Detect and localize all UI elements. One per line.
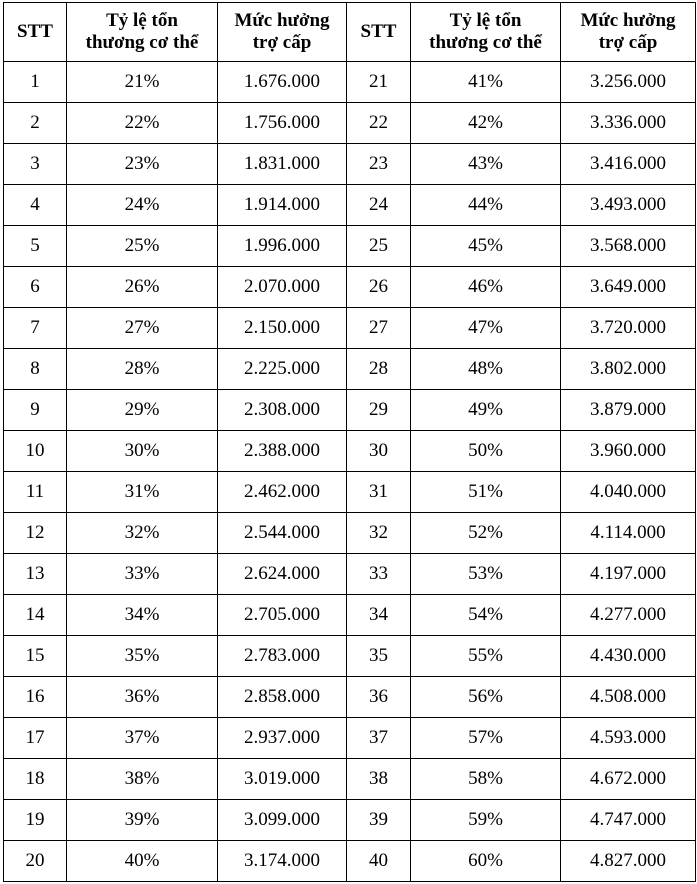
cell-rate-left: 30% bbox=[67, 431, 218, 472]
cell-rate-left: 39% bbox=[67, 800, 218, 841]
benefit-table bbox=[3, 2, 696, 882]
cell-rate-left: 24% bbox=[67, 185, 218, 226]
table-row bbox=[4, 759, 696, 800]
cell-stt-left: 5 bbox=[4, 226, 67, 267]
cell-rate-right: 54% bbox=[411, 595, 561, 636]
table-row bbox=[4, 144, 696, 185]
cell-stt-right: 38 bbox=[347, 759, 411, 800]
cell-amount-left: 1.996.000 bbox=[218, 226, 347, 267]
table-row bbox=[4, 677, 696, 718]
table-row bbox=[4, 595, 696, 636]
cell-stt-left: 9 bbox=[4, 390, 67, 431]
cell-stt-right: 36 bbox=[347, 677, 411, 718]
cell-stt-right: 39 bbox=[347, 800, 411, 841]
header-rate-line2: thương cơ thể bbox=[429, 32, 542, 53]
cell-rate-right: 42% bbox=[411, 103, 561, 144]
cell-amount-right: 3.256.000 bbox=[561, 62, 696, 103]
cell-amount-right: 4.430.000 bbox=[561, 636, 696, 677]
header-stt-left: STT bbox=[4, 3, 67, 62]
cell-stt-left: 7 bbox=[4, 308, 67, 349]
cell-rate-right: 41% bbox=[411, 62, 561, 103]
cell-rate-left: 29% bbox=[67, 390, 218, 431]
cell-amount-left: 2.070.000 bbox=[218, 267, 347, 308]
table-row bbox=[4, 226, 696, 267]
header-rate-line1: Tỷ lệ tổn bbox=[449, 10, 522, 31]
cell-stt-left: 10 bbox=[4, 431, 67, 472]
cell-stt-right: 40 bbox=[347, 841, 411, 882]
cell-stt-left: 18 bbox=[4, 759, 67, 800]
cell-stt-right: 35 bbox=[347, 636, 411, 677]
cell-amount-left: 2.150.000 bbox=[218, 308, 347, 349]
cell-amount-right: 3.960.000 bbox=[561, 431, 696, 472]
cell-rate-right: 51% bbox=[411, 472, 561, 513]
cell-rate-right: 58% bbox=[411, 759, 561, 800]
cell-rate-left: 32% bbox=[67, 513, 218, 554]
cell-amount-left: 2.937.000 bbox=[218, 718, 347, 759]
cell-rate-right: 43% bbox=[411, 144, 561, 185]
cell-rate-right: 46% bbox=[411, 267, 561, 308]
cell-stt-right: 24 bbox=[347, 185, 411, 226]
table-row bbox=[4, 267, 696, 308]
cell-stt-right: 31 bbox=[347, 472, 411, 513]
header-rate-line2: thương cơ thể bbox=[85, 32, 199, 53]
cell-amount-left: 2.544.000 bbox=[218, 513, 347, 554]
cell-rate-right: 60% bbox=[411, 841, 561, 882]
cell-amount-right: 3.879.000 bbox=[561, 390, 696, 431]
cell-amount-left: 2.783.000 bbox=[218, 636, 347, 677]
cell-rate-right: 48% bbox=[411, 349, 561, 390]
cell-stt-right: 21 bbox=[347, 62, 411, 103]
cell-amount-right: 4.508.000 bbox=[561, 677, 696, 718]
cell-rate-right: 56% bbox=[411, 677, 561, 718]
cell-stt-right: 28 bbox=[347, 349, 411, 390]
table-header bbox=[4, 3, 696, 62]
cell-amount-left: 2.858.000 bbox=[218, 677, 347, 718]
header-amount-line1: Mức hưởng bbox=[234, 10, 330, 31]
cell-stt-right: 27 bbox=[347, 308, 411, 349]
cell-stt-right: 30 bbox=[347, 431, 411, 472]
table-row bbox=[4, 185, 696, 226]
cell-amount-left: 1.914.000 bbox=[218, 185, 347, 226]
cell-amount-right: 3.568.000 bbox=[561, 226, 696, 267]
cell-stt-left: 11 bbox=[4, 472, 67, 513]
table-row bbox=[4, 349, 696, 390]
cell-rate-left: 21% bbox=[67, 62, 218, 103]
cell-rate-left: 31% bbox=[67, 472, 218, 513]
header-amount-line2: trợ cấp bbox=[252, 32, 312, 53]
cell-rate-right: 59% bbox=[411, 800, 561, 841]
table-body bbox=[4, 62, 696, 882]
cell-stt-right: 22 bbox=[347, 103, 411, 144]
cell-stt-right: 25 bbox=[347, 226, 411, 267]
cell-stt-left: 19 bbox=[4, 800, 67, 841]
cell-stt-right: 29 bbox=[347, 390, 411, 431]
cell-rate-left: 38% bbox=[67, 759, 218, 800]
cell-stt-left: 17 bbox=[4, 718, 67, 759]
cell-stt-right: 23 bbox=[347, 144, 411, 185]
cell-amount-left: 1.756.000 bbox=[218, 103, 347, 144]
cell-stt-right: 33 bbox=[347, 554, 411, 595]
cell-stt-left: 16 bbox=[4, 677, 67, 718]
cell-rate-right: 57% bbox=[411, 718, 561, 759]
cell-amount-right: 4.747.000 bbox=[561, 800, 696, 841]
cell-stt-left: 2 bbox=[4, 103, 67, 144]
table-row bbox=[4, 718, 696, 759]
cell-amount-right: 3.649.000 bbox=[561, 267, 696, 308]
cell-rate-left: 22% bbox=[67, 103, 218, 144]
cell-rate-right: 45% bbox=[411, 226, 561, 267]
cell-amount-left: 2.705.000 bbox=[218, 595, 347, 636]
cell-amount-right: 4.672.000 bbox=[561, 759, 696, 800]
cell-amount-left: 2.388.000 bbox=[218, 431, 347, 472]
cell-stt-left: 6 bbox=[4, 267, 67, 308]
table-row bbox=[4, 554, 696, 595]
header-row bbox=[4, 3, 696, 62]
cell-amount-right: 4.114.000 bbox=[561, 513, 696, 554]
table-row bbox=[4, 308, 696, 349]
header-amount-right bbox=[561, 3, 696, 62]
cell-amount-right: 3.336.000 bbox=[561, 103, 696, 144]
cell-amount-right: 4.827.000 bbox=[561, 841, 696, 882]
cell-amount-right: 3.720.000 bbox=[561, 308, 696, 349]
table-row bbox=[4, 390, 696, 431]
header-rate-right bbox=[411, 3, 561, 62]
table-row bbox=[4, 62, 696, 103]
header-rate-left bbox=[67, 3, 218, 62]
cell-rate-left: 40% bbox=[67, 841, 218, 882]
cell-rate-right: 49% bbox=[411, 390, 561, 431]
table-row bbox=[4, 431, 696, 472]
cell-stt-left: 14 bbox=[4, 595, 67, 636]
cell-rate-right: 53% bbox=[411, 554, 561, 595]
cell-amount-right: 4.197.000 bbox=[561, 554, 696, 595]
table-row bbox=[4, 841, 696, 882]
cell-stt-left: 1 bbox=[4, 62, 67, 103]
cell-stt-right: 26 bbox=[347, 267, 411, 308]
header-stt-right: STT bbox=[347, 3, 411, 62]
cell-stt-left: 12 bbox=[4, 513, 67, 554]
cell-stt-left: 20 bbox=[4, 841, 67, 882]
cell-rate-left: 36% bbox=[67, 677, 218, 718]
cell-amount-left: 2.462.000 bbox=[218, 472, 347, 513]
cell-stt-left: 15 bbox=[4, 636, 67, 677]
cell-amount-left: 2.624.000 bbox=[218, 554, 347, 595]
cell-rate-left: 37% bbox=[67, 718, 218, 759]
cell-rate-left: 34% bbox=[67, 595, 218, 636]
cell-rate-right: 55% bbox=[411, 636, 561, 677]
header-amount-left bbox=[218, 3, 347, 62]
header-amount-line1: Mức hưởng bbox=[580, 10, 676, 31]
table-row bbox=[4, 800, 696, 841]
cell-amount-left: 1.831.000 bbox=[218, 144, 347, 185]
cell-amount-left: 3.174.000 bbox=[218, 841, 347, 882]
cell-stt-left: 4 bbox=[4, 185, 67, 226]
cell-amount-right: 4.593.000 bbox=[561, 718, 696, 759]
cell-rate-right: 44% bbox=[411, 185, 561, 226]
cell-amount-left: 3.019.000 bbox=[218, 759, 347, 800]
cell-rate-left: 33% bbox=[67, 554, 218, 595]
header-amount-line2: trợ cấp bbox=[598, 32, 658, 53]
cell-amount-left: 2.225.000 bbox=[218, 349, 347, 390]
cell-rate-left: 28% bbox=[67, 349, 218, 390]
cell-amount-right: 3.493.000 bbox=[561, 185, 696, 226]
table-row bbox=[4, 472, 696, 513]
table-row bbox=[4, 636, 696, 677]
cell-stt-right: 32 bbox=[347, 513, 411, 554]
cell-amount-left: 2.308.000 bbox=[218, 390, 347, 431]
cell-stt-left: 13 bbox=[4, 554, 67, 595]
cell-rate-right: 50% bbox=[411, 431, 561, 472]
header-rate-line1: Tỷ lệ tổn bbox=[106, 10, 178, 31]
table-row bbox=[4, 513, 696, 554]
table-row bbox=[4, 103, 696, 144]
cell-stt-right: 37 bbox=[347, 718, 411, 759]
cell-rate-left: 35% bbox=[67, 636, 218, 677]
cell-rate-left: 23% bbox=[67, 144, 218, 185]
cell-rate-right: 52% bbox=[411, 513, 561, 554]
cell-stt-left: 8 bbox=[4, 349, 67, 390]
cell-amount-right: 4.277.000 bbox=[561, 595, 696, 636]
cell-rate-left: 27% bbox=[67, 308, 218, 349]
cell-amount-right: 4.040.000 bbox=[561, 472, 696, 513]
cell-stt-left: 3 bbox=[4, 144, 67, 185]
cell-amount-left: 1.676.000 bbox=[218, 62, 347, 103]
cell-stt-right: 34 bbox=[347, 595, 411, 636]
cell-amount-right: 3.416.000 bbox=[561, 144, 696, 185]
cell-rate-left: 26% bbox=[67, 267, 218, 308]
cell-amount-right: 3.802.000 bbox=[561, 349, 696, 390]
cell-rate-right: 47% bbox=[411, 308, 561, 349]
cell-amount-left: 3.099.000 bbox=[218, 800, 347, 841]
cell-rate-left: 25% bbox=[67, 226, 218, 267]
